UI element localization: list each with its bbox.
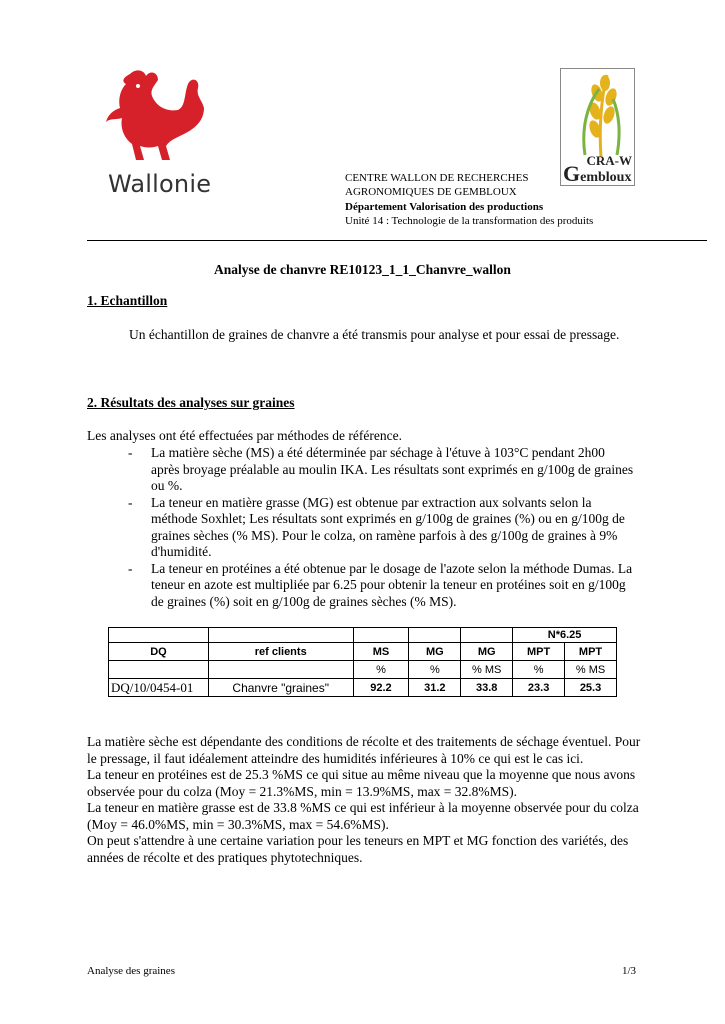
discussion bbox=[87, 734, 647, 866]
table-unit: % bbox=[353, 661, 409, 679]
results-table bbox=[108, 627, 617, 697]
section-2-heading: 2. Résultats des analyses sur graines bbox=[87, 395, 295, 410]
table-row bbox=[109, 643, 617, 661]
org-line-1: CENTRE WALLON DE RECHERCHES bbox=[345, 172, 529, 184]
header-divider bbox=[87, 240, 707, 241]
table-unit: % MS bbox=[565, 661, 617, 679]
table-unit: % bbox=[513, 661, 565, 679]
client-ref: Chanvre "graines" bbox=[208, 679, 353, 697]
factor-label: N*6.25 bbox=[513, 628, 617, 643]
table-unit: % MS bbox=[461, 661, 513, 679]
methods-list bbox=[128, 445, 636, 610]
table-unit: % bbox=[409, 661, 461, 679]
cra-w-logo bbox=[560, 68, 635, 186]
rooster-icon bbox=[100, 66, 210, 166]
wallonie-wordmark: Wallonie bbox=[108, 170, 212, 198]
org-unit: Unité 14 : Technologie de la transformation des produits bbox=[345, 215, 594, 227]
table-header: MG bbox=[461, 643, 513, 661]
discussion-paragraph: On peut s'attendre à une certaine variation pour les teneurs en MPT et MG fonction des variétés, des années de récolte et des pratiques phytotechniques. bbox=[87, 833, 629, 865]
table-row bbox=[109, 661, 617, 679]
table-header: ref clients bbox=[208, 643, 353, 661]
table-cell: 25.3 bbox=[565, 679, 617, 697]
cra-w-label: CRA-W bbox=[586, 153, 632, 168]
gembloux-label: Gembloux bbox=[563, 161, 632, 186]
discussion-paragraph: La teneur en protéines est de 25.3 %MS ce qui situe au même niveau que la moyenne que nous avons observée pour du colza (Moy = 21.3%MS, min = 13.9%MS, max = 32.8%MS). bbox=[87, 767, 636, 799]
document-title: Analyse de chanvre RE10123_1_1_Chanvre_wallon bbox=[214, 262, 511, 277]
org-department: Département Valorisation des productions bbox=[345, 201, 544, 213]
org-line-2: AGRONOMIQUES DE GEMBLOUX bbox=[345, 186, 517, 198]
table-header: MG bbox=[409, 643, 461, 661]
list-item: - La teneur en matière grasse (MG) est obtenue par extraction aux solvants selon la méthode Soxhlet; Les résultats sont exprimés en g/100g de graines (%) ou en g/100g de graines sèches (% MS). Pour le colza, on ramène parfois à des g/100g de graines à 9% d'humidité. bbox=[128, 495, 636, 561]
table-row bbox=[109, 679, 617, 697]
sample-id: DQ/10/0454-01 bbox=[109, 679, 209, 697]
discussion-paragraph: La matière sèche est dépendante des conditions de récolte et des traitements de séchage éventuel. Pour le pressage, il faut idéalement atteindre des humidités inférieures à 10% ce qui est le cas ici. bbox=[87, 734, 641, 766]
list-item: - La matière sèche (MS) a été déterminée par séchage à l'étuve à 103°C pendant 2h00 après broyage préalable au moulin IKA. Les résultats sont exprimés en g/100g de graines ou %. bbox=[128, 445, 636, 495]
table-row bbox=[109, 628, 617, 643]
list-item: - La teneur en protéines a été obtenue par le dosage de l'azote selon la méthode Dumas. La teneur en azote est multipliée par 6.25 pour obtenir la teneur en protéines soit en g/100g de graines (%) soit en g/100g de graines sèches (% MS). bbox=[128, 561, 636, 611]
section-1-heading: 1. Echantillon bbox=[87, 293, 168, 308]
page-number: 1/3 bbox=[622, 965, 637, 977]
table-cell: 92.2 bbox=[353, 679, 409, 697]
table-cell: 31.2 bbox=[409, 679, 461, 697]
section-2-intro: Les analyses ont été effectuées par méthodes de référence. bbox=[87, 428, 402, 443]
table-cell: 33.8 bbox=[461, 679, 513, 697]
wallonie-logo bbox=[100, 66, 210, 200]
footer-left: Analyse des graines bbox=[87, 965, 175, 977]
table-header: MS bbox=[353, 643, 409, 661]
table-header: DQ bbox=[109, 643, 209, 661]
table-header: MPT bbox=[565, 643, 617, 661]
table-cell: 23.3 bbox=[513, 679, 565, 697]
table-header: MPT bbox=[513, 643, 565, 661]
wheat-icon bbox=[561, 69, 634, 159]
discussion-paragraph: La teneur en matière grasse est de 33.8 %MS ce qui est inférieur à la moyenne observée pour du colza (Moy = 46.0%MS, min = 30.3%MS, max = 54.6%MS). bbox=[87, 800, 639, 832]
section-1-text: Un échantillon de graines de chanvre a été transmis pour analyse et pour essai de pressage. bbox=[129, 327, 620, 342]
